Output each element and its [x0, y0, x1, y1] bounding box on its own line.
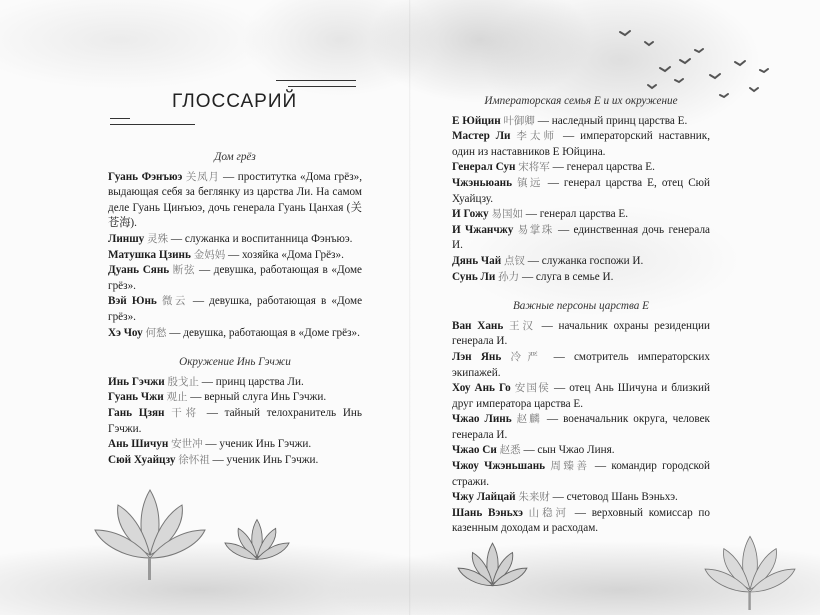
- decorative-line: [110, 118, 130, 119]
- entry-name: Гуань Фэнъюэ: [108, 170, 183, 183]
- entry-description: — девушка, работающая в «Доме грёз».: [108, 264, 363, 292]
- entry-name: Сунь Ли: [452, 270, 496, 283]
- entry-hanzi: 易掌珠: [517, 223, 554, 236]
- entry-description: — верховный комиссар по казенным доходам и расходам.: [452, 506, 711, 535]
- glossary-entry: [108, 263, 362, 294]
- entry-hanzi: 山稳河: [528, 506, 570, 519]
- section-title: Императорская семья Е и их окружение: [484, 95, 678, 107]
- entry-name: И Чжанчжу: [452, 223, 514, 236]
- entry-description: — девушка, работающая в «Доме грёз».: [108, 295, 363, 323]
- glossary-entry: [452, 490, 710, 506]
- entry-description: — наследный принц царства Е.: [537, 114, 688, 127]
- entry-hanzi: 微云: [161, 295, 188, 308]
- entry-hanzi: 李太师: [516, 130, 558, 143]
- entry-hanzi: 易国如: [491, 208, 523, 221]
- entry-description: — отец Ань Шичуна и близкий друг императора царства Е.: [452, 382, 711, 410]
- glossary-list: [452, 319, 710, 537]
- entry-name: Матушка Цзинь: [108, 248, 191, 261]
- entry-hanzi: 朱来财: [518, 491, 550, 504]
- glossary-entry: [452, 176, 710, 207]
- glossary-entry: [452, 443, 710, 459]
- lotus-illustration: [222, 505, 292, 575]
- entry-name: Инь Гэчжи: [108, 375, 165, 388]
- glossary-entry: [452, 350, 710, 381]
- entry-description: — хозяйка «Дома Грёз».: [228, 248, 344, 261]
- entry-description: — служанка госпожи И.: [527, 254, 644, 267]
- entry-description: — принц царства Ли.: [201, 375, 304, 388]
- decorative-line: [276, 80, 356, 81]
- entry-name: Гуань Чжи: [108, 391, 164, 404]
- entry-name: Чжао Линь: [452, 413, 512, 426]
- entry-name: Дуань Сянь: [108, 264, 170, 277]
- entry-name: Чжу Лайцай: [452, 491, 516, 504]
- entry-hanzi: 断弦: [172, 264, 196, 277]
- entry-name: Ань Шичун: [108, 438, 169, 451]
- entry-description: — императорский наставник, один из наставников Е Юйцина.: [452, 130, 711, 158]
- entry-description: — командир городской стражи.: [452, 460, 711, 488]
- entry-name: Вэй Юнь: [108, 295, 157, 308]
- entry-hanzi: 灵殊: [147, 232, 169, 245]
- left-column: [108, 150, 362, 482]
- entry-description: — проститутка «Дома грёз», выдающая себя за беглянку из царства Ли. На самом деле Гуань Цинъюэ, дочь генерала Гуань Цанхая (关苍海).: [108, 170, 363, 230]
- glossary-entry: [452, 160, 710, 176]
- entry-hanzi: 赵悉: [499, 444, 521, 457]
- glossary-entry: [452, 223, 710, 254]
- section-title: Дом грёз: [214, 151, 256, 163]
- entry-description: — счетовод Шань Вэньхэ.: [552, 491, 678, 504]
- glossary-list: [108, 375, 362, 469]
- entry-name: Е Юйцин: [452, 114, 501, 127]
- lotus-illustration: [90, 470, 210, 580]
- entry-name: Генерал Сун: [452, 161, 516, 174]
- glossary-entry: [452, 270, 710, 286]
- entry-hanzi: 徐怀祖: [178, 453, 210, 466]
- glossary-list: [452, 114, 710, 286]
- glossary-entry: [452, 254, 710, 270]
- entry-hanzi: 关凤月: [185, 170, 220, 183]
- entry-hanzi: 殷戈止: [167, 375, 199, 388]
- glossary-entry: [452, 114, 710, 130]
- entry-hanzi: 金妈妈: [193, 248, 226, 261]
- glossary-entry: [108, 326, 362, 342]
- entry-name: Хоу Ань Го: [452, 382, 511, 395]
- entry-name: И Гожу: [452, 208, 489, 221]
- entry-description: — девушка, работающая в «Доме грёз».: [169, 326, 360, 339]
- page-gutter: [409, 0, 411, 615]
- entry-name: Дянь Чай: [452, 254, 502, 267]
- page-title: ГЛОССАРИЙ: [172, 91, 298, 112]
- entry-hanzi: 宋将军: [518, 161, 550, 174]
- glossary-entry: [452, 381, 710, 412]
- entry-name: Ван Хань: [452, 319, 504, 332]
- entry-name: Хэ Чоу: [108, 326, 143, 339]
- glossary-entry: [108, 390, 362, 406]
- glossary-entry: [108, 170, 362, 232]
- entry-hanzi: 叶御卿: [503, 114, 535, 127]
- entry-hanzi: 冷严: [510, 350, 545, 363]
- entry-hanzi: 观止: [166, 391, 188, 404]
- entry-description: — генерал царства Е, отец Сюй Хуайцзу.: [452, 176, 711, 205]
- entry-description: — генерал царства Е.: [552, 161, 655, 174]
- entry-hanzi: 王汉: [509, 319, 536, 332]
- entry-name: Сюй Хуайцзу: [108, 453, 176, 466]
- entry-description: — ученик Инь Гэчжи.: [212, 453, 319, 466]
- entry-description: — генерал царства Е.: [525, 208, 629, 221]
- entry-description: — военачальник округа, человек генерала И.: [452, 413, 710, 441]
- entry-description: — единственная дочь генерала И.: [452, 223, 711, 252]
- glossary-entry: [452, 412, 710, 443]
- glossary-list: [108, 170, 362, 342]
- entry-description: — сын Чжао Линя.: [523, 444, 615, 457]
- entry-name: Чжоу Чжэньшань: [452, 460, 546, 473]
- right-column: [452, 94, 710, 551]
- entry-hanzi: 赵麟: [516, 413, 542, 426]
- entry-description: — ученик Инь Гэчжи.: [205, 438, 312, 451]
- entry-hanzi: 干将: [171, 406, 200, 419]
- entry-description: — слуга в семье И.: [521, 270, 614, 283]
- glossary-entry: [108, 375, 362, 391]
- section-title: Окружение Инь Гэчжи: [179, 356, 291, 369]
- glossary-entry: [108, 248, 362, 264]
- entry-name: Мастер Ли: [452, 130, 511, 143]
- glossary-entry: [452, 459, 710, 490]
- section-title: Важные персоны царства Е: [512, 300, 650, 313]
- entry-description: — начальник охраны резиденции генерала И.: [452, 319, 710, 348]
- entry-hanzi: 镇远: [517, 176, 543, 189]
- glossary-entry: [108, 294, 362, 325]
- entry-name: Чжэньюань: [452, 176, 513, 189]
- glossary-entry: [452, 319, 710, 350]
- decorative-line: [288, 86, 356, 87]
- decorative-line: [110, 124, 195, 125]
- entry-hanzi: 点钗: [503, 254, 525, 267]
- glossary-entry: [452, 506, 710, 537]
- glossary-entry: [108, 406, 362, 437]
- entry-hanzi: 安国侯: [514, 382, 550, 395]
- glossary-entry: [108, 437, 362, 453]
- glossary-entry: [108, 232, 362, 248]
- entry-description: — тайный телохранитель Инь Гэчжи.: [108, 406, 363, 435]
- entry-description: — верный слуга Инь Гэчжи.: [190, 391, 327, 404]
- entry-hanzi: 安世冲: [171, 438, 203, 451]
- entry-name: Шань Вэньхэ: [452, 506, 523, 519]
- entry-hanzi: 周臻善: [550, 460, 590, 473]
- entry-hanzi: 何愁: [145, 326, 167, 339]
- lotus-illustration: [700, 520, 800, 610]
- entry-name: Чжао Си: [452, 444, 497, 457]
- entry-hanzi: 孙力: [498, 270, 520, 283]
- glossary-entry: [452, 207, 710, 223]
- entry-name: Линшу: [108, 232, 145, 245]
- glossary-entry: [452, 129, 710, 160]
- entry-name: Лэн Янь: [452, 350, 502, 363]
- glossary-entry: [108, 453, 362, 469]
- entry-description: — служанка и воспитанница Фэнъюэ.: [170, 232, 353, 245]
- entry-description: — смотритель императорских экипажей.: [452, 350, 711, 379]
- entry-name: Гань Цзян: [108, 406, 165, 419]
